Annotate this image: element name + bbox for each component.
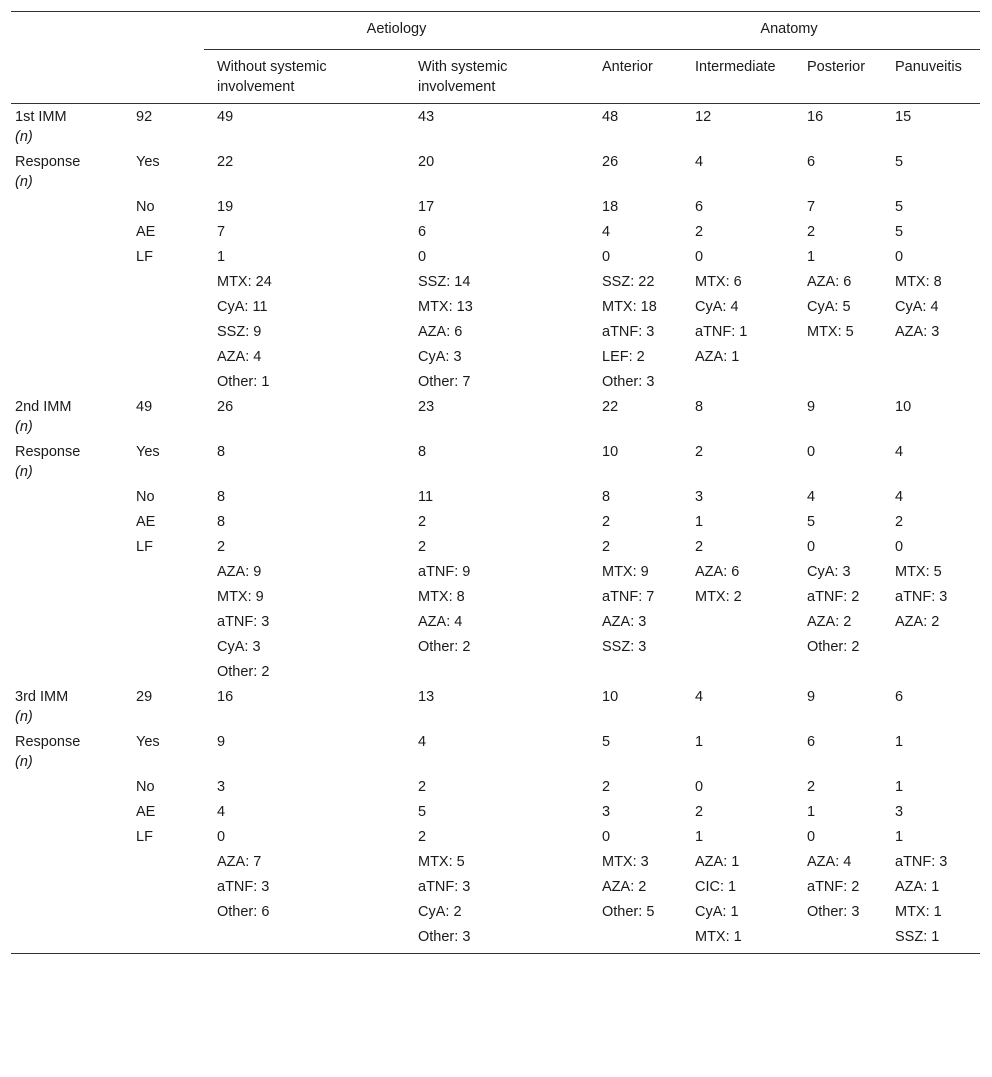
table-cell: 2 (418, 514, 427, 530)
table-cell: 8 (217, 514, 226, 530)
row-label-unit: (n) (15, 709, 33, 725)
table-cell: 8 (418, 444, 427, 460)
table-cell: 0 (602, 829, 611, 845)
table-cell: MTX: 2 (695, 589, 742, 605)
data-table (11, 11, 980, 954)
table-cell: 11 (418, 489, 434, 505)
row-sublabel: AE (136, 804, 156, 820)
table-cell: MTX: 1 (682, 925, 794, 954)
table-cell: 22 (602, 399, 619, 415)
table-cell: 1 (807, 804, 816, 820)
table-cell: 7 (217, 224, 226, 240)
table-cell: 2 (695, 444, 704, 460)
table-cell: 0 (695, 249, 704, 265)
table-cell: aTNF: 3 (418, 879, 471, 895)
table-cell: MTX: 9 (217, 589, 264, 605)
table-row (11, 825, 980, 850)
header-empty-cell (11, 12, 132, 50)
table-row (11, 560, 980, 585)
column-header: Without systemic involvement (204, 50, 405, 104)
table-cell: 23 (418, 399, 435, 415)
table-cell: 2 (807, 779, 816, 795)
table-cell: 1 (895, 734, 904, 750)
table-cell: 2 (418, 539, 427, 555)
table-cell: 13 (418, 689, 435, 705)
table-cell: 5 (895, 154, 904, 170)
row-sublabel (132, 875, 204, 900)
row-sublabel: 49 (136, 399, 153, 415)
table-cell: LEF: 2 (602, 349, 645, 365)
table-row (11, 800, 980, 825)
table-cell: MTX: 9 (602, 564, 649, 580)
table-cell: AZA: 4 (807, 854, 852, 870)
table-cell: AZA: 6 (418, 324, 463, 340)
column-header: Panuveitis (882, 50, 980, 104)
column-header: Posterior (794, 50, 882, 104)
row-sublabel: AE (136, 514, 156, 530)
table-cell: 0 (895, 539, 904, 555)
row-label-unit: (n) (15, 174, 33, 190)
table-cell: 2 (695, 539, 704, 555)
table-cell: 2 (418, 829, 427, 845)
table-cell: 2 (418, 779, 427, 795)
column-header: Anterior (589, 50, 682, 104)
row-sublabel (132, 270, 204, 295)
row-label-text: 1st IMM (15, 109, 67, 125)
table-cell: Other: 7 (418, 374, 471, 390)
table-cell: 2 (895, 514, 904, 530)
table-cell (682, 370, 794, 395)
table-cell: 16 (217, 689, 234, 705)
table-cell: 3 (895, 804, 904, 820)
table-cell: 1 (895, 829, 904, 845)
table-cell: AZA: 2 (602, 879, 647, 895)
table-cell: MTX: 3 (602, 854, 649, 870)
table-cell: CyA: 2 (418, 904, 462, 920)
row-sublabel (132, 370, 204, 395)
table-cell: SSZ: 22 (602, 274, 655, 290)
table-cell (682, 635, 794, 660)
table-cell: 1 (217, 249, 226, 265)
table-cell: 18 (602, 199, 619, 215)
table-cell (794, 660, 882, 685)
table-cell: 5 (895, 224, 904, 240)
row-label (11, 850, 132, 875)
header-empty-cell (132, 50, 204, 104)
row-label (11, 345, 132, 370)
table-row (11, 635, 980, 660)
table-cell: 0 (418, 249, 427, 265)
table-cell: 5 (807, 514, 816, 530)
row-sublabel: 29 (136, 689, 153, 705)
table-cell: 1 (695, 514, 704, 530)
table-cell: MTX: 18 (602, 299, 657, 315)
table-row (11, 345, 980, 370)
table-cell: 26 (602, 154, 619, 170)
table-cell (794, 925, 882, 954)
row-label (11, 535, 132, 560)
row-sublabel (132, 610, 204, 635)
table-row (11, 150, 980, 195)
table-cell: 5 (602, 734, 611, 750)
table-cell: Other: 2 (217, 664, 270, 680)
table-cell: 4 (418, 734, 427, 750)
table-cell: 26 (217, 399, 234, 415)
table-cell: CyA: 4 (895, 299, 939, 315)
table-cell: 0 (695, 779, 704, 795)
table-cell: 0 (217, 829, 226, 845)
row-sublabel (132, 295, 204, 320)
table-cell: CyA: 3 (217, 639, 261, 655)
table-row (11, 195, 980, 220)
row-sublabel: LF (136, 539, 153, 555)
row-label-unit: (n) (15, 754, 33, 770)
table-row (11, 320, 980, 345)
row-label (11, 320, 132, 345)
table-cell: AZA: 1 (695, 349, 740, 365)
row-label (11, 485, 132, 510)
table-row (11, 925, 980, 954)
table-cell: 0 (807, 444, 816, 460)
table-cell: 10 (602, 689, 619, 705)
table-cell: aTNF: 2 (807, 589, 860, 605)
table-cell (204, 925, 405, 954)
table-cell: 0 (602, 249, 611, 265)
table-row (11, 585, 980, 610)
table-row (11, 395, 980, 440)
table-cell: aTNF: 1 (695, 324, 748, 340)
table-cell: 4 (895, 489, 904, 505)
table-row (11, 775, 980, 800)
row-label-unit: (n) (15, 129, 33, 145)
table-cell: 10 (895, 399, 912, 415)
row-label (11, 510, 132, 535)
row-sublabel: Yes (136, 154, 160, 170)
column-header: With systemic involvement (405, 50, 589, 104)
table-cell: 4 (602, 224, 611, 240)
table-cell: 0 (807, 829, 816, 845)
table-cell: 4 (895, 444, 904, 460)
table-cell: 3 (602, 804, 611, 820)
table-cell: aTNF: 3 (217, 614, 270, 630)
table-cell: SSZ: 1 (882, 925, 980, 954)
table-cell: 17 (418, 199, 435, 215)
table-cell: MTX: 13 (418, 299, 473, 315)
row-sublabel: AE (136, 224, 156, 240)
row-sublabel (132, 635, 204, 660)
table-header (11, 12, 980, 104)
row-label (11, 825, 132, 850)
row-label (11, 440, 132, 485)
row-label (11, 900, 132, 925)
row-label (11, 730, 132, 775)
row-sublabel (132, 660, 204, 685)
table-cell: Other: 5 (602, 904, 655, 920)
table-cell: 2 (695, 224, 704, 240)
table-cell: MTX: 5 (895, 564, 942, 580)
table-cell: MTX: 1 (895, 904, 942, 920)
table-cell: SSZ: 9 (217, 324, 262, 340)
table-cell: 19 (217, 199, 234, 215)
table-cell: 49 (217, 109, 234, 125)
table-cell: aTNF: 3 (602, 324, 655, 340)
row-label (11, 660, 132, 685)
table-cell (882, 635, 980, 660)
table-cell: 7 (807, 199, 816, 215)
table-cell: 0 (807, 539, 816, 555)
table-cell: 48 (602, 109, 619, 125)
row-sublabel (132, 900, 204, 925)
table-cell: AZA: 6 (695, 564, 740, 580)
table-cell: 1 (895, 779, 904, 795)
table-row (11, 535, 980, 560)
row-sublabel: LF (136, 829, 153, 845)
table-cell: 12 (695, 109, 712, 125)
table-cell (882, 345, 980, 370)
column-header: Intermediate (682, 50, 794, 104)
row-label (11, 370, 132, 395)
table-row (11, 295, 980, 320)
table-row (11, 610, 980, 635)
table-cell: 4 (807, 489, 816, 505)
row-label-unit: (n) (15, 464, 33, 480)
table-cell: CyA: 5 (807, 299, 851, 315)
row-label (11, 220, 132, 245)
table-cell: 6 (807, 734, 816, 750)
table-cell: 1 (807, 249, 816, 265)
row-sublabel: Yes (136, 444, 160, 460)
row-label (11, 610, 132, 635)
table-cell: Other: 2 (807, 639, 860, 655)
table-cell: aTNF: 3 (895, 854, 948, 870)
table-cell: SSZ: 14 (418, 274, 471, 290)
table-cell: 43 (418, 109, 435, 125)
row-sublabel: Yes (136, 734, 160, 750)
row-label (11, 560, 132, 585)
table-cell: Other: 1 (217, 374, 270, 390)
row-label (11, 685, 132, 730)
table-cell: AZA: 1 (695, 854, 740, 870)
row-label (11, 295, 132, 320)
row-sublabel (132, 560, 204, 585)
table-cell: 6 (418, 224, 427, 240)
row-label (11, 150, 132, 195)
row-label (11, 270, 132, 295)
table-cell (405, 660, 589, 685)
table-cell: 4 (695, 154, 704, 170)
row-label (11, 875, 132, 900)
table-cell: AZA: 1 (895, 879, 940, 895)
table-cell: MTX: 5 (807, 324, 854, 340)
table-cell: CIC: 1 (695, 879, 737, 895)
table-cell: 6 (695, 199, 704, 215)
table-cell: aTNF: 3 (895, 589, 948, 605)
row-sublabel (132, 925, 204, 954)
table-row (11, 220, 980, 245)
table-cell: 5 (418, 804, 427, 820)
row-sublabel (132, 585, 204, 610)
row-sublabel: No (136, 489, 155, 505)
table-cell: 4 (695, 689, 704, 705)
table-cell: 5 (895, 199, 904, 215)
table-cell: Other: 3 (405, 925, 589, 954)
table-cell (882, 660, 980, 685)
table-cell: 8 (695, 399, 704, 415)
table-row (11, 660, 980, 685)
table-cell (682, 660, 794, 685)
table-cell (794, 345, 882, 370)
table-cell: AZA: 4 (418, 614, 463, 630)
table-cell (589, 925, 682, 954)
table-row (11, 900, 980, 925)
table-row (11, 850, 980, 875)
row-label (11, 800, 132, 825)
table-cell: aTNF: 7 (602, 589, 655, 605)
table-row (11, 730, 980, 775)
table-cell: MTX: 5 (418, 854, 465, 870)
row-label (11, 245, 132, 270)
table-cell: 6 (807, 154, 816, 170)
table-row (11, 245, 980, 270)
table-cell: 2 (602, 779, 611, 795)
table-cell: aTNF: 9 (418, 564, 471, 580)
table-cell: 9 (807, 689, 816, 705)
row-sublabel: No (136, 779, 155, 795)
table-container (11, 11, 980, 954)
row-sublabel (132, 320, 204, 345)
row-label-text: 3rd IMM (15, 689, 69, 705)
header-empty-cell (11, 50, 132, 104)
table-cell: MTX: 8 (895, 274, 942, 290)
row-label (11, 635, 132, 660)
table-cell: 2 (602, 514, 611, 530)
table-cell: aTNF: 3 (217, 879, 270, 895)
table-cell: MTX: 24 (217, 274, 272, 290)
table-cell: AZA: 6 (807, 274, 852, 290)
table-cell: 8 (217, 444, 226, 460)
row-label (11, 925, 132, 954)
table-cell: Other: 3 (602, 374, 655, 390)
row-label-text: 2nd IMM (15, 399, 72, 415)
table-cell: 9 (807, 399, 816, 415)
table-cell: CyA: 3 (418, 349, 462, 365)
table-row (11, 510, 980, 535)
table-cell: 3 (695, 489, 704, 505)
table-cell: CyA: 1 (695, 904, 739, 920)
table-cell: 2 (695, 804, 704, 820)
row-label-unit: (n) (15, 419, 33, 435)
table-cell: 15 (895, 109, 912, 125)
table-cell (794, 370, 882, 395)
table-cell: Other: 3 (807, 904, 860, 920)
table-cell: AZA: 2 (895, 614, 940, 630)
table-cell: 8 (217, 489, 226, 505)
row-sublabel: No (136, 199, 155, 215)
table-cell: 10 (602, 444, 619, 460)
table-row (11, 270, 980, 295)
table-cell: AZA: 3 (895, 324, 940, 340)
table-cell: 3 (217, 779, 226, 795)
table-cell: 2 (602, 539, 611, 555)
header-empty-cell (132, 12, 204, 50)
row-label (11, 395, 132, 440)
row-label (11, 195, 132, 220)
table-cell: 2 (217, 539, 226, 555)
table-cell (589, 660, 682, 685)
table-cell: CyA: 11 (217, 299, 268, 315)
table-cell: aTNF: 2 (807, 879, 860, 895)
row-label (11, 775, 132, 800)
row-sublabel (132, 850, 204, 875)
table-row (11, 685, 980, 730)
row-label (11, 104, 132, 151)
table-cell: AZA: 4 (217, 349, 262, 365)
table-cell: 0 (895, 249, 904, 265)
row-label (11, 585, 132, 610)
row-sublabel: 92 (136, 109, 153, 125)
table-row (11, 370, 980, 395)
row-sublabel (132, 345, 204, 370)
table-row (11, 440, 980, 485)
table-body (11, 104, 980, 954)
table-cell (882, 370, 980, 395)
table-cell: SSZ: 3 (602, 639, 647, 655)
table-cell (682, 610, 794, 635)
row-label-text: Response (15, 444, 81, 460)
table-cell: 6 (895, 689, 904, 705)
header-aetiology: Aetiology (204, 12, 589, 50)
table-cell: 4 (217, 804, 226, 820)
table-cell: AZA: 2 (807, 614, 852, 630)
table-cell: MTX: 6 (695, 274, 742, 290)
table-cell: 22 (217, 154, 234, 170)
header-anatomy: Anatomy (589, 12, 980, 50)
table-cell: 1 (695, 829, 704, 845)
row-label-text: Response (15, 734, 81, 750)
table-row (11, 104, 980, 151)
table-cell: 16 (807, 109, 824, 125)
table-cell: 8 (602, 489, 611, 505)
table-cell: 1 (695, 734, 704, 750)
table-cell: Other: 2 (418, 639, 471, 655)
row-label-text: Response (15, 154, 81, 170)
table-cell: CyA: 3 (807, 564, 851, 580)
table-cell: AZA: 9 (217, 564, 262, 580)
table-cell: MTX: 8 (418, 589, 465, 605)
row-sublabel: LF (136, 249, 153, 265)
table-cell: 20 (418, 154, 435, 170)
table-cell: Other: 6 (217, 904, 270, 920)
table-row (11, 875, 980, 900)
table-cell: 9 (217, 734, 226, 750)
table-cell: CyA: 4 (695, 299, 739, 315)
table-cell: AZA: 3 (602, 614, 647, 630)
table-cell: AZA: 7 (217, 854, 262, 870)
table-cell: 2 (807, 224, 816, 240)
table-row (11, 485, 980, 510)
